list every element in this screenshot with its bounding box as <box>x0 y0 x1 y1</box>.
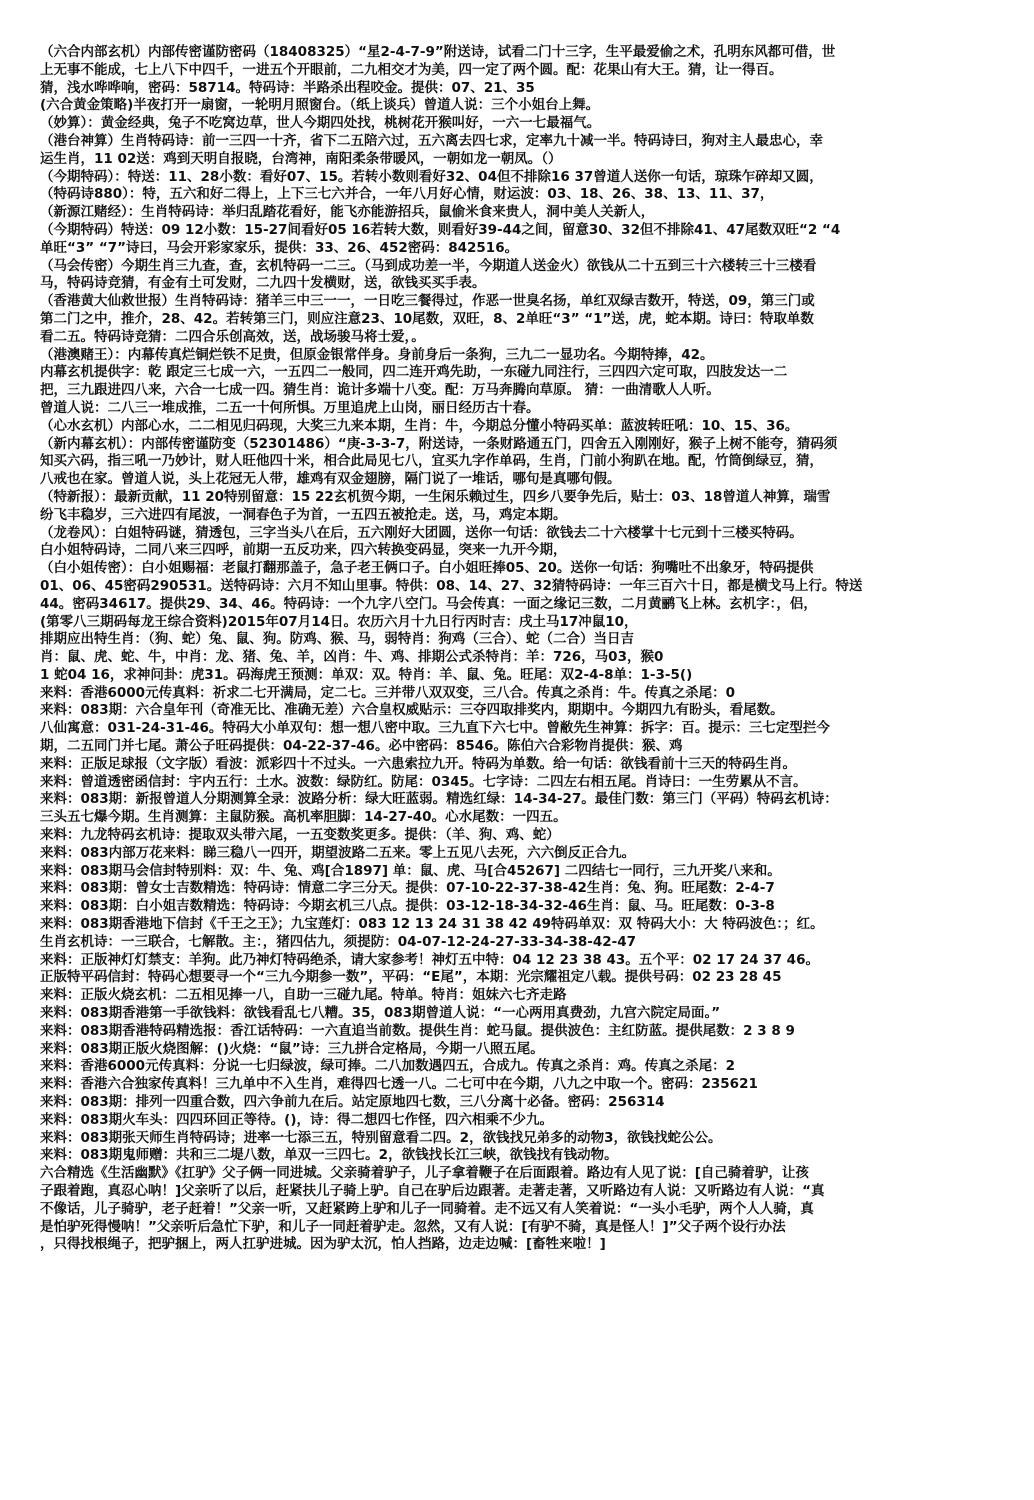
text-line: 内幕玄机提供字：乾 跟定三七成一六，一五四二一般同，四二连开鸡先助，一东碰九同注行，三四四六定可取，四肢发达一二 <box>40 364 788 381</box>
text-line: 来料：正版火烧玄机：二五相见捧一八，自助一三碰九尾。特单。特肖：姐妹六七齐走路 <box>40 987 567 1004</box>
document-text-block <box>40 44 1000 1464</box>
text-line: 来料：曾道透密函信封：宇内五行：土水。波数：绿防红。防尾：0345。七字诗：二四左右相五尾。肖诗曰：一生劳累从不言。 <box>40 773 807 790</box>
text-line: 肖：鼠、虎、蛇、牛，中肖：龙、猪、兔、羊，凶肖：牛、鸡、排期公式杀特肖：羊：726，马03，猴0 <box>40 649 664 666</box>
text-line: ，只得找根绳子，把驴捆上，两人扛驴进城。因为驴太沉，怕人挡路，边走边喊：[畜牲来啦！] <box>40 1236 606 1253</box>
text-line: 来料：香港六合独家传真料！三九单中不入生肖，难得四七透一八。二七可中在今期，八九之中取一个。密码：235621 <box>40 1076 758 1093</box>
text-line: 来料：083期马会信封特别料：双：牛、兔、鸡[合1897] 单：鼠、虎、马[合45267] 二四结七一同行，三九开奖八来和。 <box>40 862 781 879</box>
text-line: 44。密码34617。提供29、34、46。特码诗：一个九字八空门。马会传真：一面之缘记三数，二月黄鹂飞上林。玄机字：，侣， <box>40 595 817 612</box>
text-line: 八戒也在家。曾道人说，头上花冠无人带，雄鸡有双金翅膀，隔门说了一堆话，哪句是真哪句假。 <box>40 471 621 488</box>
text-line: （香港黄大仙救世报）生肖特码诗：猪羊三中三一一，一日吃三餐得过，作恶一世臭名扬，单红双绿吉数开，特送，09，第三门或 <box>40 293 815 310</box>
text-line: 来料：083期香港地下信封《千王之王》；九宝莲灯：083 12 13 24 31 38 42 49特码单双：双 特码大小：大 特码波色：；红。 <box>40 916 824 933</box>
text-line: （新内幕玄机）：内部传密谨防变（52301486）“庚-3-3-7，附送诗，一条财路通五门，四舍五入刚刚好，猴子上树不能夸，猜码须 <box>40 435 838 452</box>
text-line: 纷飞丰稳岁，三六进四有尾波，一洞春色子为首，一五四五被抢走。送，马，鸡定本期。 <box>40 506 567 523</box>
text-line: 是怕驴死得慢呐！”父亲听后急忙下驴，和儿子一同赶着驴走。忽然，又有人说：[有驴不骑，真是怪人！]”父子两个设行办法 <box>40 1218 786 1235</box>
text-line: 来料：083期鬼师赠：共和三二堤八数，单双一三四七。2，欲钱找长江三峡，欲钱找有钱动物。 <box>40 1147 618 1164</box>
text-line: 六合精选《生活幽默》《扛驴》父子俩一同进城。父亲骑着驴子，儿子拿着鞭子在后面跟着。路边有人见了说：[自己骑着驴，让孩 <box>40 1165 809 1182</box>
text-line: （妙算）：黄金经典，兔子不吃窝边草，世人今期四处找，桃树花开猴叫好，一六一七最福气。 <box>40 115 601 132</box>
text-line: 马，特码诗竞猜，有金有土可发财，二九四十发横财，送，欲钱买买手表。 <box>40 275 486 292</box>
text-line: 来料：正版神灯灯禁支：羊狗。此乃神灯特码绝杀，请大家参考！神灯五中特：04 12 23 38 43。五个平：02 17 24 37 46。 <box>40 951 819 968</box>
text-line: 来料：083期香港第一手欲钱料：欲钱看乱七八糟。35，083期曾道人说：“一心两用真费劲，九宫六院定局面。” <box>40 1005 721 1022</box>
text-line: 01、06、45密码290531。送特码诗：六月不知山里事。特供：08、14、27、32猜特码诗：一年三百六十日，都是横戈马上行。特送 <box>40 577 863 594</box>
text-line: （今期特码）特送：09 12小数：15-27间看好05 16若转大数，则看好39-44之间，留意30、32但不排除41、47尾数双旺“2 “4 <box>40 221 841 238</box>
text-line: 来料：083期：曾女士吉数精选：特码诗：情意二字三分天。提供：07-10-22-37-38-42生肖：兔、狗。旺尾数：2-4-7 <box>40 880 775 897</box>
text-line: （龙卷风）：白姐特码谜，猜透包，三字当头八在后，五六刚好大团圆，送你一句话：欲钱去二十六楼掌十七元到十三楼买特码。 <box>40 524 803 541</box>
text-line: 来料：083期香港特码精选报：香江话特码：一六直追当前数。提供生肖：蛇马鼠。提供波色：主红防蓝。提供尾数：2 3 8 9 <box>40 1022 795 1039</box>
text-line: 来料：083期张天师生肖特码诗；进率一七添三五，特别留意看二四。2，欲钱找兄弟多的动物3，欲钱找蛇公公。 <box>40 1129 722 1146</box>
text-line: 猜，浅水哗哗响，密码：58714。特码诗：半路杀出程咬金。提供：07、21、35 <box>40 79 535 96</box>
text-line: （今期特码）：特送：11、28小数：看好07、15。若转小数则看好32、04但不排除16 37曾道人送你一句话，琼珠乍碎却又圆， <box>40 168 823 185</box>
text-line: （心水玄机）内部心水，二二相见归码现，大奖三九来本期，生肖：牛，今期总分懂小特码买单：蓝波转旺吼：10、15、36。 <box>40 417 799 434</box>
text-line: 把，三九跟进四八来，六合一七成一四。猜生肖：诡计多端十八变。配：万马奔腾向草原。 猜：一曲清歌人人听。 <box>40 382 720 399</box>
text-line: （新源江赌经）：生肖特码诗：举归乱踏花看好，能飞亦能游招兵，鼠偷米食来贵人，洞中美人关新人， <box>40 204 655 221</box>
text-line: 生肖玄机诗：一三联合，七解散。主：，猪四估九，须提防：04-07-12-24-27-33-34-38-42-47 <box>40 933 637 950</box>
text-line: 期，二五同门并七尾。萧公子旺码提供：04-22-37-46。必中密码：8546。陈伯六合彩物肖提供：猴、鸡 <box>40 738 683 755</box>
text-line: 排期应出特生肖：（狗、蛇）兔、鼠、狗。防鸡、猴、马，弱特肖：狗鸡（三合）、蛇（二合）当日吉 <box>40 631 634 648</box>
text-line: 第二门之中，推介，28、42。若转第三门，则应注意23、10尾数，双旺，8、2单旺“3” “1”送，虎，蛇本期。诗曰：特取单数 <box>40 310 814 327</box>
text-line: （马会传密）今期生肖三九查，查，玄机特码一二三。（马到成功差一半，今期道人送金火）欲钱从二十五到三十六楼转三十三楼看 <box>40 257 817 274</box>
text-line: （白小姐传密）：白小姐赐福：老鼠打翻那盖子，急子老王俩口子。白小姐旺捧05、20。送你一句话：狗嘴吐不出象牙，特码提供 <box>40 560 814 577</box>
text-line: （特码诗880）：特，五六和好二得上，上下三七六并合，一年八月好心情，财运波：03、18、26、38、13、11、37， <box>40 186 774 203</box>
text-line: 来料：083期：排列一四重合数，四六争前九在后。站定原地四七数，三八分离十必备。密码：256314 <box>40 1094 665 1111</box>
text-line: 1 蛇04 16，求神问卦：虎31。码海虎王预测：单双：双。特肖：羊、鼠、兔。旺尾：双2-4-8单：1-3-5() <box>40 666 693 683</box>
text-line: 知买六码，指三吼一乃妙计，财人旺他四十米，相合此局见七八，宜买九字作单码，生肖，门前小狗趴在地。配，竹筒倒绿豆，猜， <box>40 453 823 470</box>
text-line: （特新报）：最新贡献，11 20特别留意：15 22玄机贺今期，一生闲乐赖过生，四乡八要争先后，贴士：03、18曾道人神算，瑞雪 <box>40 488 831 505</box>
text-line: (六合黄金策略)半夜打开一扇窗，一轮明月照窗台。（纸上谈兵）曾道人说：三个小姐台上舞。 <box>40 97 600 114</box>
text-line: 上无事不能成，七上八下中四千，一进五个开眼前，二九相交才为美，四一定了两个圆。配：花果山有大王。猜，让一得百。 <box>40 61 783 78</box>
text-line: 八仙寓意：031-24-31-46。特码大小单双句：想一想八密中取。三九直下六七中。曾敝先生神算：拆字：百。提示：三七定型拦今 <box>40 720 830 737</box>
text-line: 来料：083期正版火烧图解：()火烧：“鼠”诗：三九拼合定格局，今期一八照五尾。 <box>40 1040 544 1057</box>
text-line: 来料：九龙特码玄机诗：提取双头带六尾，一五变数奖更多。提供：（羊、狗、鸡、蛇） <box>40 827 560 844</box>
text-line: 子跟着跑，真忍心呐！]父亲听了以后，赶紧扶儿子骑上驴。自己在驴后边跟著。走著走著，又听路边有人说：又听路边有人说：“真 <box>40 1183 825 1199</box>
text-line: 三头五七爆今期。生肖测算：主鼠防猴。高机率胆脚：14-27-40。心水尾数：一四五。 <box>40 809 567 826</box>
text-line: （港台神算）生肖特码诗：前一三四一十齐，省下二五陪六过，五六离去四七求，定率九十减一半。特码诗曰，狗对主人最忠心，幸 <box>40 132 823 149</box>
text-line: 来料：083期：白小姐吉数精选：特码诗：今期玄机三八点。提供：03-12-18-34-32-46生肖：鼠、马。旺尾数：0-3-8 <box>40 898 775 915</box>
text-line: 运生肖，11 02送：鸡到天明自报晓，台湾神，南阳柔条带暖风，一朝如龙一朝凤。（） <box>40 150 562 167</box>
text-line: （港澳赌王）：内幕传真烂铜烂铁不足贵，但原金银常伴身。身前身后一条狗，三九二一显功名。今期特捧，42。 <box>40 346 714 363</box>
text-line: 来料：083期：新报曾道人分期测算全录：波路分析：绿大旺蓝弱。精选红绿：14-34-27。最佳门数：第三门（平码）特码玄机诗： <box>40 791 838 808</box>
text-line: 不像话，儿子骑驴，老子赶着！”父亲一听，又赶紧跨上驴和儿子一同骑着。走不远又有人笑着说：“一头小毛驴，两个人人骑，真 <box>40 1200 814 1217</box>
text-line: 曾道人说：二八三一堆成推，二五一十何所惧。万里追虎上山岗，丽日经历古十春。 <box>40 399 540 416</box>
text-line: 来料：香港6000元传真料：祈求二七开满局，定二七。三并带八双双变，三八合。传真之杀肖：牛。传真之杀尾：0 <box>40 684 735 701</box>
text-line: (第零八三期码每龙王综合资料)2015年07月14日。农历六月十九日行丙时吉：戌土马17冲鼠10， <box>40 613 638 630</box>
text-line: （六合内部玄机）内部传密谨防密码（18408325）“星2-4-7-9”附送诗，试看二门十三字，生平最爱偷之术，孔明东风都可借，世 <box>40 44 836 60</box>
text-line: 白小姐特码诗，二同八来三四呼，前期一五反功来，四六转换变码显，突来一九开今期， <box>40 542 567 559</box>
text-line: 来料：正版足球报（文字版）看波：派彩四十不过头。一六患索拉九开。特码为单数。给一句话：欲钱看前十三天的特码生肖。 <box>40 755 796 772</box>
text-line: 来料：083内部万花来料：睇三稳八一四开，期望波路二五来。零上五见八去死，六六倒反正合九。 <box>40 844 636 861</box>
text-line: 来料：083期火车头：四四环回正等待。()，诗：得二想四七作怪，四六相乘不少九。 <box>40 1111 554 1128</box>
text-line: 正版特平码信封：特码心想要寻一个“三九今期参一数”，平码：“E尾”，本期：光宗耀祖定八载。提供号码：02 23 28 45 <box>40 969 782 986</box>
text-line: 单旺“3” “7”诗曰，马会开彩家家乐，提供：33、26、452密码：842516。 <box>40 239 519 256</box>
text-line: 来料：083期：六合皇年刊（奇准无比、准确无差）六合皇权威贴示：三夺四取排奖内，期期中。今期四九有盼头，看尾数。 <box>40 702 784 719</box>
text-line: 看二五。特码诗竞猜：二四合乐创高效，送，战场骏马将士爱，。 <box>40 328 425 345</box>
text-line: 来料：香港6000元传真料：分说一七归绿波，绿可捧。二八加数遇四五，合成九。传真之杀肖：鸡。传真之杀尾：2 <box>40 1058 735 1075</box>
